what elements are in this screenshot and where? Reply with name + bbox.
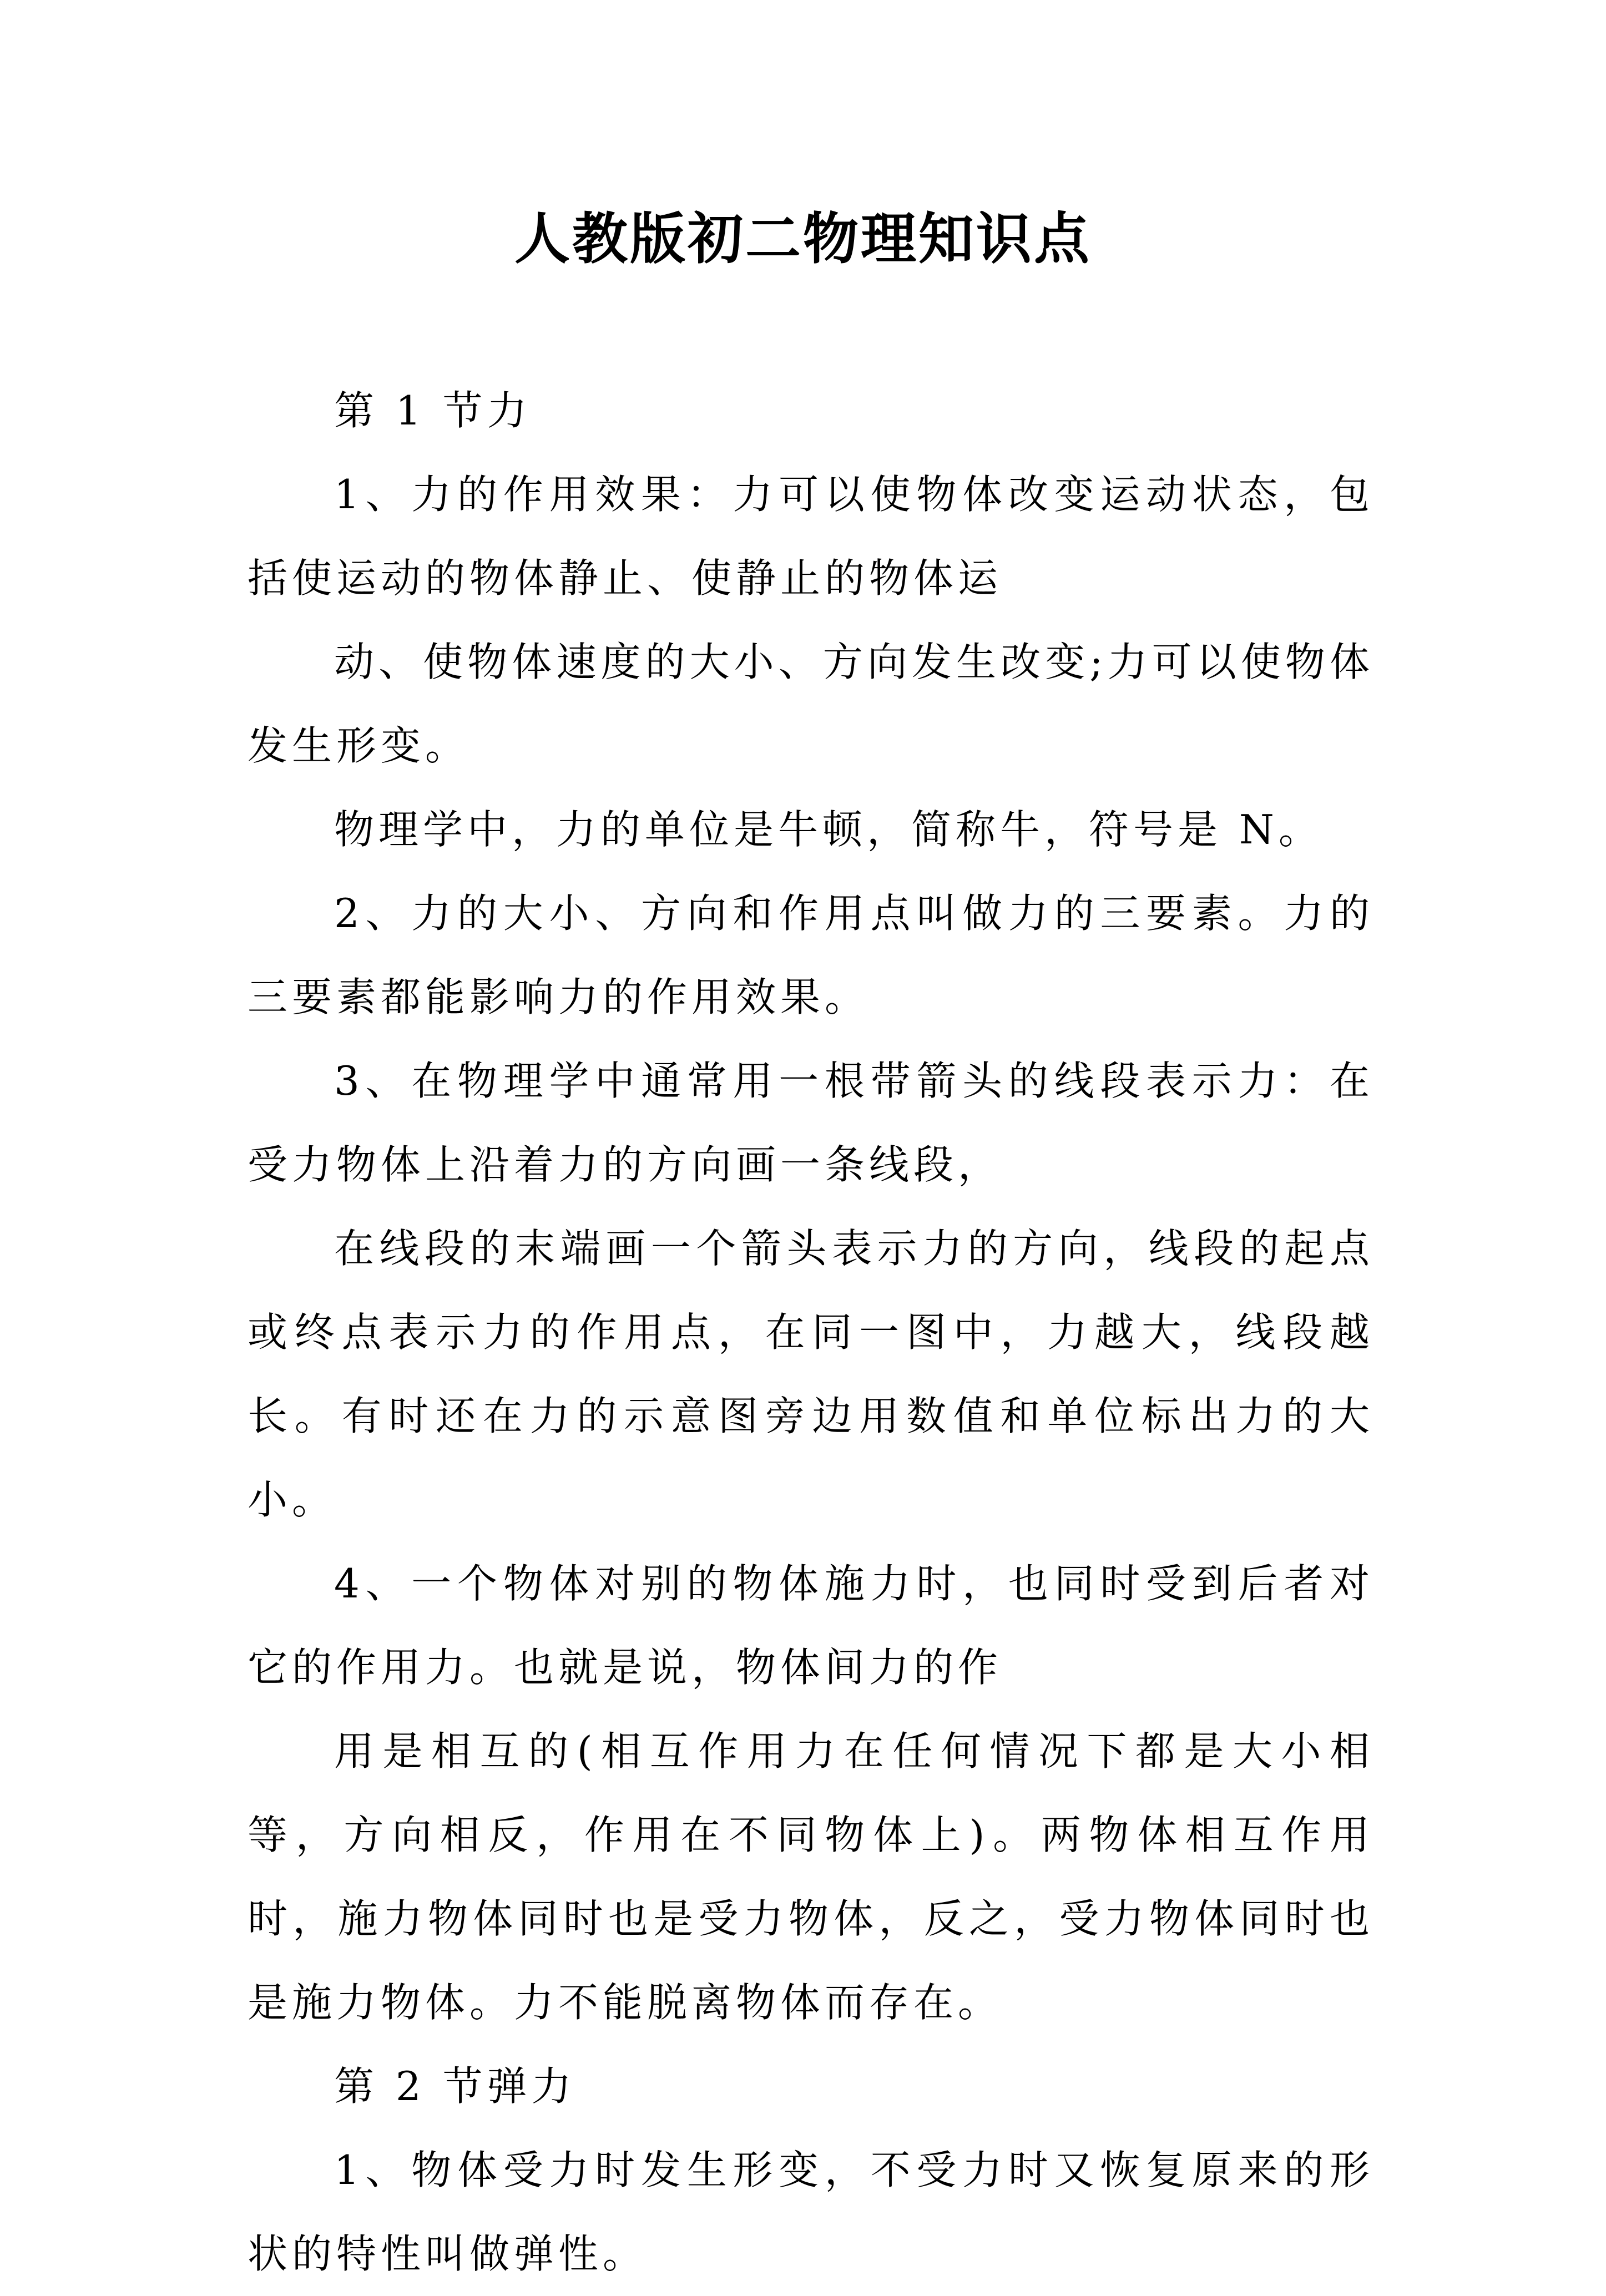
paragraph: 3、在物理学中通常用一根带箭头的线段表示力：在受力物体上沿着力的方向画一条线段， [248,1058,1374,1188]
paragraph: 1、力的作用效果：力可以使物体改变运动状态，包括使运动的物体静止、使静止的物体运 [248,471,1374,601]
paragraph: 2、力的大小、方向和作用点叫做力的三要素。力的三要素都能影响力的作用效果。 [248,890,1374,1020]
paragraph: 用是相互的(相互作用力在任何情况下都是大小相等，方向相反，作用在不同物体上)。两物体相互作用时，施力物体同时也是受力物体，反之，受力物体同时也是施力物体。力不能脱离物体而存在。 [248,1728,1374,2026]
document-body [248,369,1374,2296]
section-heading-1: 第 1 节力 [334,387,532,434]
document-title: 人教版初二物理知识点 [514,206,1092,271]
paragraph: 物理学中，力的单位是牛顿，简称牛，符号是 N。 [334,806,1323,853]
paragraph: 4、一个物体对别的物体施力时，也同时受到后者对它的作用力。也就是说，物体间力的作 [248,1560,1374,1691]
paragraph: 动、使物体速度的大小、方向发生改变;力可以使物体发生形变。 [248,639,1374,769]
paragraph: 1、物体受力时发生形变，不受力时又恢复原来的形状的特性叫做弹性。 [248,2147,1374,2277]
paragraph: 在线段的末端画一个箭头表示力的方向，线段的起点或终点表示力的作用点，在同一图中，力越大，线段越长。有时还在力的示意图旁边用数值和单位标出力的大小。 [248,1225,1374,1523]
section-heading-2: 第 2 节弹力 [334,2063,576,2110]
